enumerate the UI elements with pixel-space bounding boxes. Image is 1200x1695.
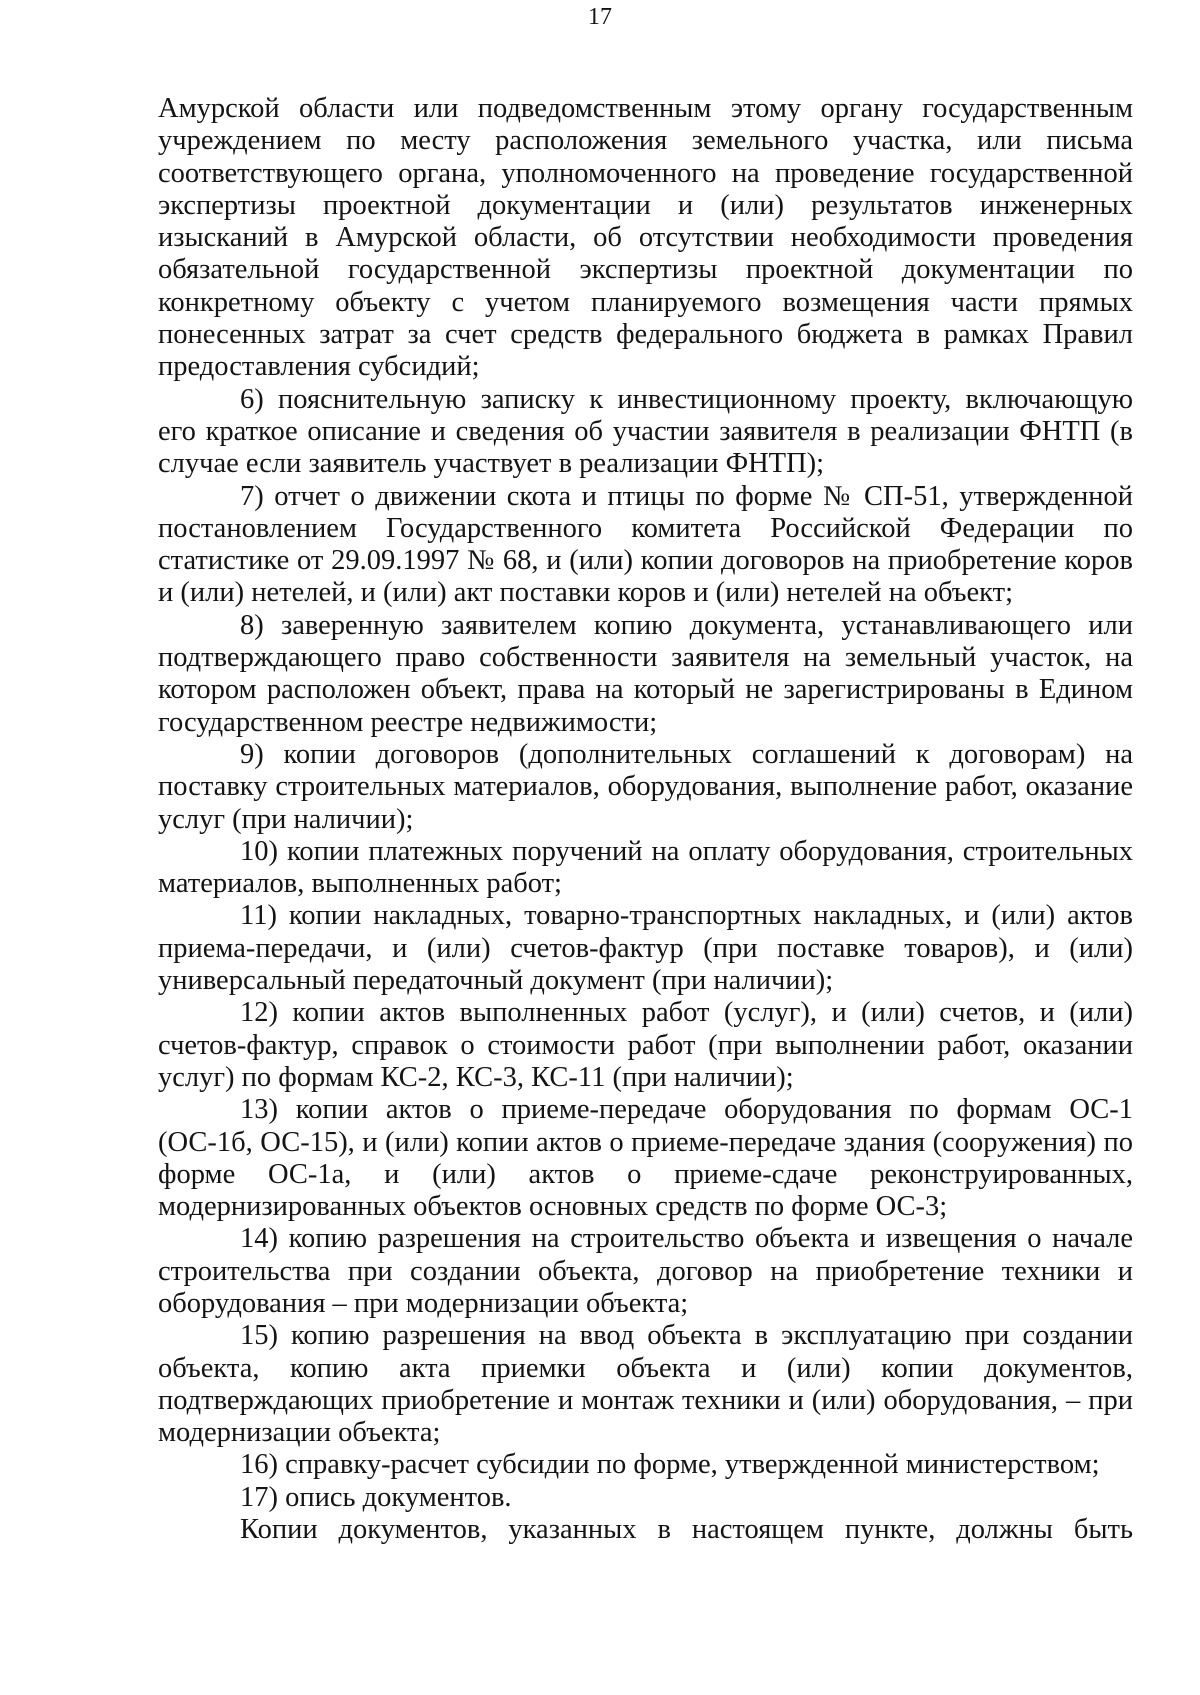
list-item-6: 6) пояснительную записку к инвестиционному проекту, включающую его краткое описание и сведения об участии заявителя в реализации ФНТП (в случае если заявитель участвует в реализации ФНТП); (158, 383, 1133, 480)
list-item-16: 16) справку-расчет субсидии по форме, утвержденной министерством; (240, 1449, 1100, 1481)
page-number: 17 (588, 4, 612, 30)
list-item-17: 17) опись документов. (240, 1481, 512, 1513)
list-item-15: 15) копию разрешения на ввод объекта в эксплуатацию при создании объекта, копию акта приемки объекта и (или) копии документов, подтверждающих приобретение и монтаж техники и (или) оборудования, – при модернизации объекта; (158, 1320, 1133, 1449)
list-item-9: 9) копии договоров (дополнительных соглашений к договорам) на поставку строительных материалов, оборудования, выполнение работ, оказание услуг (при наличии); (158, 738, 1133, 835)
list-item-12: 12) копии актов выполненных работ (услуг), и (или) счетов, и (или) счетов-фактур, справок о стоимости работ (при выполнении работ, оказании услуг) по формам КС-2, КС-3, КС-11 (при наличии); (158, 997, 1133, 1093)
paragraph-continuation: Амурской области или подведомственным этому органу государственным учреждением по месту расположения земельного участка, или письма соответствующего органа, уполномоченного на проведение государственной экспертизы проектной документации и (или) результатов инженерных изысканий в Амурской области, об отсутствии необходимости проведения обязательной государственной экспертизы проектной документации по конкретному объекту с учетом планируемого возмещения части прямых понесенных затрат за счет средств федерального бюджета в рамках Правил предоставления субсидий; (158, 93, 1133, 383)
list-item-8: 8) заверенную заявителем копию документа, устанавливающего или подтверждающего право собственности заявителя на земельный участок, на котором расположен объект, права на который не зарегистрированы в Едином государственном реестре недвижимости; (158, 609, 1133, 738)
list-item-10: 10) копии платежных поручений на оплату оборудования, строительных материалов, выполненных работ; (158, 835, 1133, 900)
list-item-11: 11) копии накладных, товарно-транспортных накладных, и (или) актов приема-передачи, и (или) счетов-фактур (при поставке товаров), и (или) универсальный передаточный документ (при наличии); (158, 900, 1133, 997)
list-item-13: 13) копии актов о приеме-передаче оборудования по формам ОС-1 (ОС-1б, ОС-15), и (или) копии актов о приеме-передаче здания (сооружения) по форме ОС-1а, и (или) актов о приеме-сдаче реконструированных, модернизированных объектов основных средств по форме ОС-3; (158, 1094, 1133, 1223)
document-body (158, 93, 1133, 1546)
closing-paragraph: Копии документов, указанных в настоящем пункте, должны быть (240, 1514, 1133, 1546)
list-item-14: 14) копию разрешения на строительство объекта и извещения о начале строительства при создании объекта, договор на приобретение техники и оборудования – при модернизации объекта; (158, 1223, 1133, 1319)
list-item-7: 7) отчет о движении скота и птицы по форме № СП-51, утвержденной постановлением Государственного комитета Российской Федерации по статистике от 29.09.1997 № 68, и (или) копии договоров на приобретение коров и (или) нетелей, и (или) акт поставки коров и (или) нетелей на объект; (158, 480, 1133, 609)
